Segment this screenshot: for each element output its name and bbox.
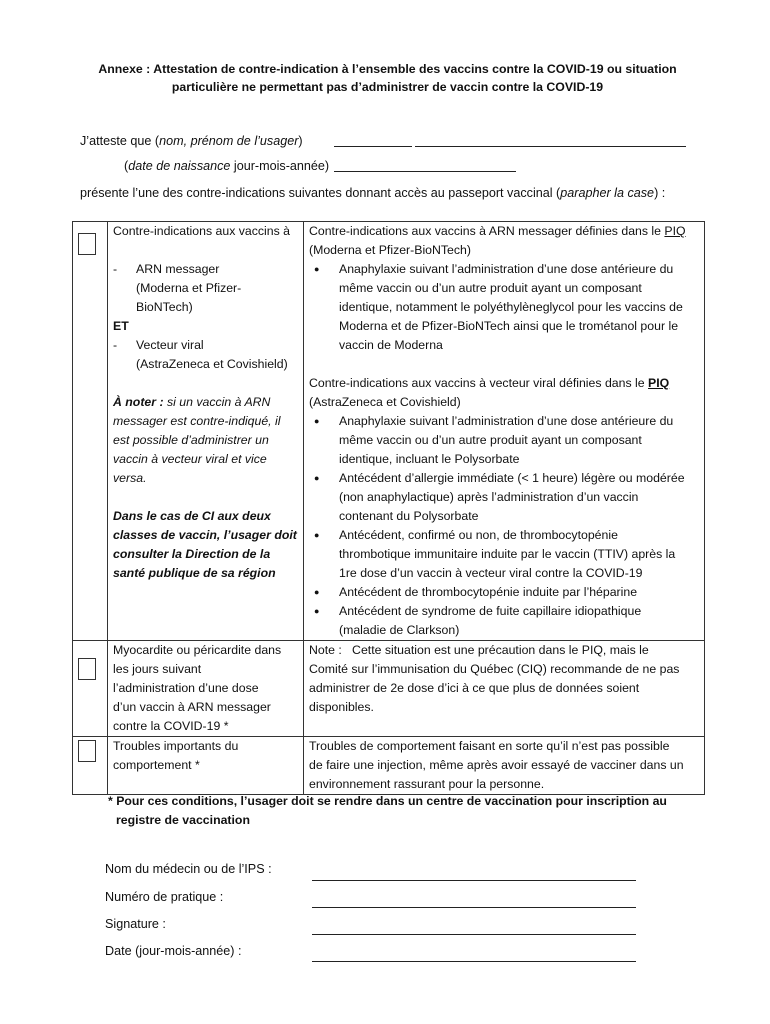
viral-ci-brands: (AstraZeneca et Covishield) [309, 395, 461, 409]
note-block: À noter : si un vaccin à ARN messager est contre-indiqué, il est possible d’administrer un vaccin à vecteur viral et vice versa. [113, 395, 281, 485]
table-row [73, 737, 705, 795]
list-item: ● Anaphylaxie suivant l’administration d’une dose antérieure du même vaccin ou d’un autre produit ayant un composant identique, incluant le Polysorbate [314, 414, 674, 466]
doctor-name-label: Nom du médecin ou de l’IPS : [105, 862, 272, 876]
myocarditis-cell: Myocardite ou péricardite dans les jours suivant l’administration d’une dose d’un vaccin à ARN messager contre la COVID-19 * [108, 641, 304, 737]
myocarditis-note-cell: Note : Cette situation est une précaution dans le PIQ, mais le Comité sur l’immunisation du Québec (CIQ) recommande de ne pas administrer de 2e dose d’ici à ce que plus de données soient disponibles. [304, 641, 705, 737]
date-label: Date (jour-mois-année) : [105, 944, 242, 958]
doctor-name-field[interactable] [312, 880, 636, 881]
list-item: ● Antécédent de thrombocytopénie induite par l’héparine [314, 585, 638, 599]
piq-link[interactable]: PIQ [648, 376, 670, 390]
name-blank-2[interactable] [415, 146, 686, 147]
practice-number-field[interactable] [312, 907, 636, 908]
arn-brands-1: (Moderna et Pfizer- [136, 281, 242, 295]
page-title [80, 60, 695, 96]
table-row [73, 641, 705, 737]
attest-dob-label: (date de naissance jour-mois-année) [124, 159, 330, 173]
viral-ci-heading: Contre-indications aux vaccins à vecteur viral définies dans le PIQ [309, 376, 670, 390]
footnote: * Pour ces conditions, l’usager doit se rendre dans un centre de vaccination pour inscription au registre de vaccination [108, 794, 667, 827]
contraindication-table [72, 221, 705, 795]
arn-ci-heading: Contre-indications aux vaccins à ARN messager définies dans le PIQ [309, 224, 686, 238]
piq-link[interactable]: PIQ [664, 224, 686, 238]
list-item: ● Antécédent d’allergie immédiate (< 1 heure) légère ou modérée (non anaphylactique) après l’administration d’un vaccin contenant du Polysorbate [314, 471, 685, 523]
list-item: ● Antécédent de syndrome de fuite capillaire idiopathique (maladie de Clarkson) [314, 604, 642, 637]
viral-label: Vecteur viral [136, 338, 204, 352]
list-item: ● Anaphylaxie suivant l’administration d’une dose antérieure du même vaccin ou d’un autre produit ayant un composant identique, notamment le polyéthylèneglycol pour les vaccins de Moderna et de Pfizer-BioNTech ainsi que le trométanol pour le vaccin de Moderna [314, 262, 683, 352]
viral-brands: (AstraZeneca et Covishield) [136, 357, 288, 371]
arn-brands-2: BioNTech) [136, 300, 193, 314]
date-field[interactable] [312, 961, 636, 962]
checkbox-behaviour[interactable] [78, 740, 96, 762]
table-row: Contre-indications aux vaccins à - ARN messager (Moderna et Pfizer- BioNTech) ET - Vecteur viral (AstraZeneca et Covishield) À noter : si un vaccin à ARN messager est contre-indiqué, il est possible d’administrer un vaccin à vecteur viral et vice versa. Dans le cas de CI aux deux classes de vaccin, l’usager doit consulter la Direction de la santé publique de sa région Contre-indications aux vaccins à ARN messager définies dans le PIQ (Moderna et Pfizer-BioNTech) ● Anaphylaxie suivant l’administration d’une dose antérieure du même vaccin ou d’un autre produit ayant un composant identique, notamment le polyéthylèneglycol pour les vaccins de Moderna et de Pfizer-BioNTech ainsi que le trométanol pour le vaccin de Moderna Contre-indications aux vaccins à vecteur viral définies dans le PIQ (AstraZeneca et Covishield) ● Anaphylaxie suivant l’administration d’une dose antérieure du même vaccin ou d’un autre produit ayant un composant identique, incluant le Polysorbate ● Antécédent d’allergie immédiate (< 1 heure) légère ou modérée (non anaphylactique) après l’administration d’un vaccin contenant du Polysorbate ● Antécédent, confirmé ou non, de thrombocytopénie thrombotique immunitaire induite par le vaccin (TTIV) après la 1re dose d’un vaccin à vecteur viral contre la COVID-19 ● Antécédent de thrombocytopénie induite par l’héparine ● Antécédent de syndrome de fuite capillaire idiopathique (maladie de Clarkson) [73, 222, 705, 641]
checkbox-myocarditis[interactable] [78, 658, 96, 680]
practice-number-label: Numéro de pratique : [105, 890, 224, 904]
signature-field[interactable] [312, 934, 636, 935]
title-line-1: Annexe : Attestation de contre-indication à l’ensemble des vaccins contre la COVID-19 ou situation [98, 62, 677, 76]
attest-name-label: J’atteste que (nom, prénom de l’usager) [80, 134, 303, 148]
arn-label: ARN messager [136, 262, 220, 276]
et-label: ET [113, 319, 129, 333]
name-blank-1[interactable] [334, 146, 412, 147]
list-item: ● Antécédent, confirmé ou non, de thrombocytopénie thrombotique immunitaire induite par le vaccin (TTIV) après la 1re dose d’un vaccin à vecteur viral contre la COVID-19 [314, 528, 676, 580]
dob-blank[interactable] [334, 171, 516, 172]
behaviour-note-cell: Troubles de comportement faisant en sorte qu’il n’est pas possible de faire une injection, même après avoir essayé de vacciner dans un environnement rassurant pour la personne. [304, 737, 705, 795]
signature-label: Signature : [105, 917, 166, 931]
attest-presents-text: présente l’une des contre-indications suivantes donnant accès au passeport vaccinal (parapher la case) : [80, 186, 666, 200]
title-line-2: particulière ne permettant pas d’administrer de vaccin contre la COVID-19 [171, 80, 604, 94]
checkbox-vaccines-ci[interactable] [78, 233, 96, 255]
ci-both-warning: Dans le cas de CI aux deux classes de vaccin, l’usager doit consulter la Direction de la santé publique de sa région [113, 509, 297, 580]
behaviour-cell: Troubles importants du comportement * [108, 737, 304, 795]
row1-heading: Contre-indications aux vaccins à [113, 224, 291, 238]
arn-ci-brands: (Moderna et Pfizer-BioNTech) [309, 243, 471, 257]
